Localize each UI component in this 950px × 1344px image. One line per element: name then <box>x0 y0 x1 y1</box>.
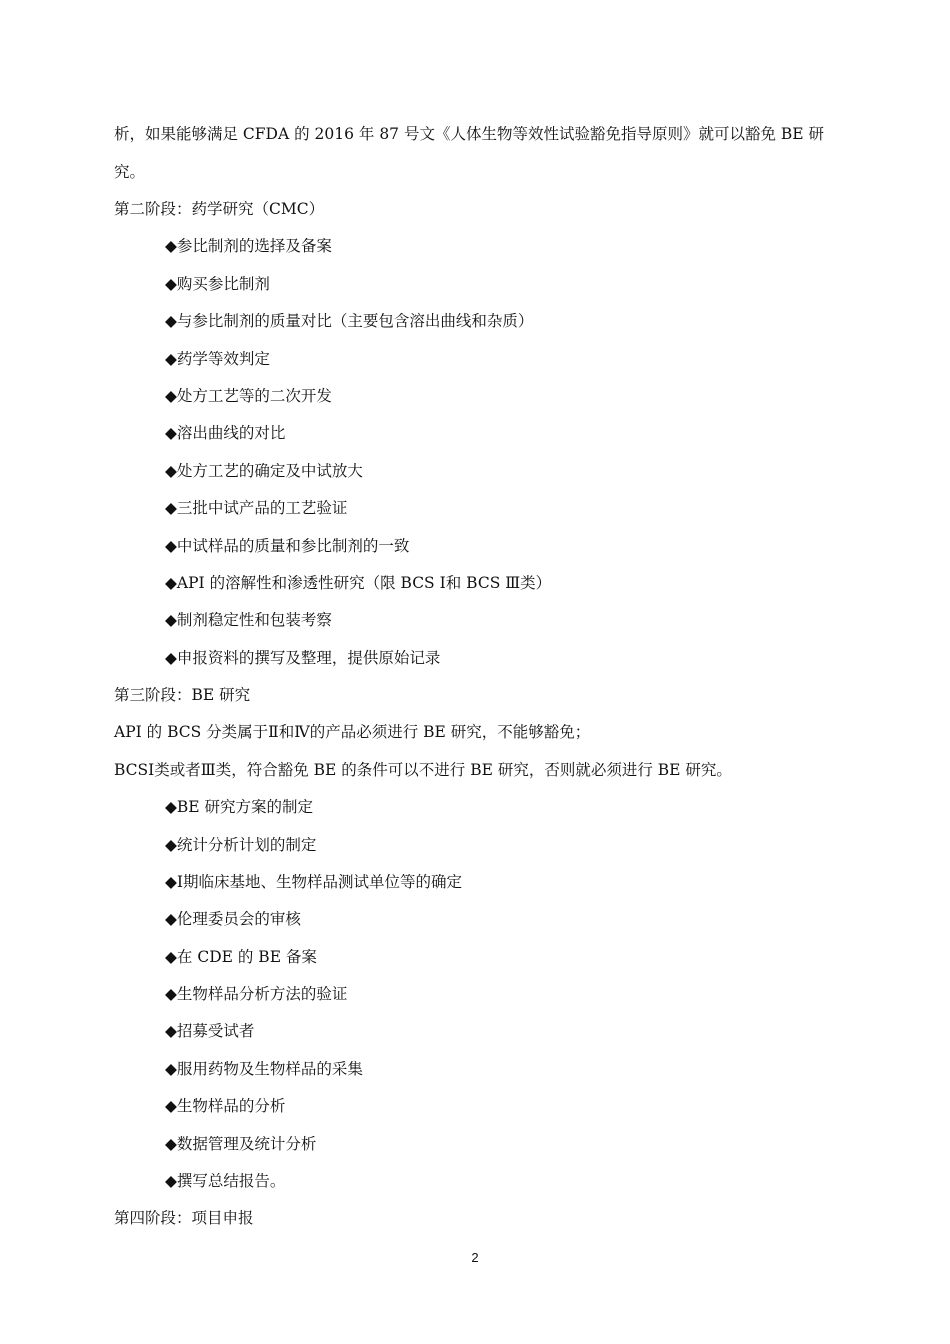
list-item: ◆Ⅰ期临床基地、生物样品测试单位等的确定 <box>165 873 463 891</box>
list-item: ◆BE 研究方案的制定 <box>165 798 314 816</box>
paragraph-line: 究。 <box>114 163 146 181</box>
list-item: ◆撰写总结报告。 <box>165 1172 286 1190</box>
page-number: 2 <box>471 1250 479 1265</box>
list-item: ◆数据管理及统计分析 <box>165 1135 317 1153</box>
list-item: ◆与参比制剂的质量对比（主要包含溶出曲线和杂质） <box>165 312 534 330</box>
list-item: ◆处方工艺等的二次开发 <box>165 387 332 405</box>
list-item: ◆服用药物及生物样品的采集 <box>165 1060 363 1078</box>
list-item: ◆购买参比制剂 <box>165 275 270 293</box>
list-item: ◆三批中试产品的工艺验证 <box>165 499 348 517</box>
list-item: ◆处方工艺的确定及中试放大 <box>165 462 363 480</box>
list-item: ◆溶出曲线的对比 <box>165 424 286 442</box>
stage3-heading: 第三阶段：BE 研究 <box>114 686 251 704</box>
list-item: ◆中试样品的质量和参比制剂的一致 <box>165 537 410 555</box>
stage4-heading: 第四阶段：项目申报 <box>114 1209 254 1227</box>
stage3-note: BCSⅠ类或者Ⅲ类，符合豁免 BE 的条件可以不进行 BE 研究，否则就必须进行 BE 研究。 <box>114 761 732 779</box>
list-item: ◆药学等效判定 <box>165 350 270 368</box>
paragraph-line: 析，如果能够满足 CFDA 的 2016 年 87 号文《人体生物等效性试验豁免指导原则》就可以豁免 BE 研 <box>114 125 825 143</box>
list-item: ◆参比制剂的选择及备案 <box>165 237 332 255</box>
list-item: ◆生物样品分析方法的验证 <box>165 985 348 1003</box>
list-item: ◆伦理委员会的审核 <box>165 910 301 928</box>
list-item: ◆招募受试者 <box>165 1022 255 1040</box>
stage3-note: API 的 BCS 分类属于Ⅱ和Ⅳ的产品必须进行 BE 研究，不能够豁免； <box>114 723 591 741</box>
list-item: ◆生物样品的分析 <box>165 1097 286 1115</box>
list-item: ◆API 的溶解性和渗透性研究（限 BCS Ⅰ和 BCS Ⅲ类） <box>165 574 552 592</box>
list-item: ◆统计分析计划的制定 <box>165 836 317 854</box>
list-item: ◆制剂稳定性和包装考察 <box>165 611 332 629</box>
list-item: ◆申报资料的撰写及整理，提供原始记录 <box>165 649 441 667</box>
list-item: ◆在 CDE 的 BE 备案 <box>165 948 317 966</box>
stage2-heading: 第二阶段：药学研究（CMC） <box>114 200 325 218</box>
